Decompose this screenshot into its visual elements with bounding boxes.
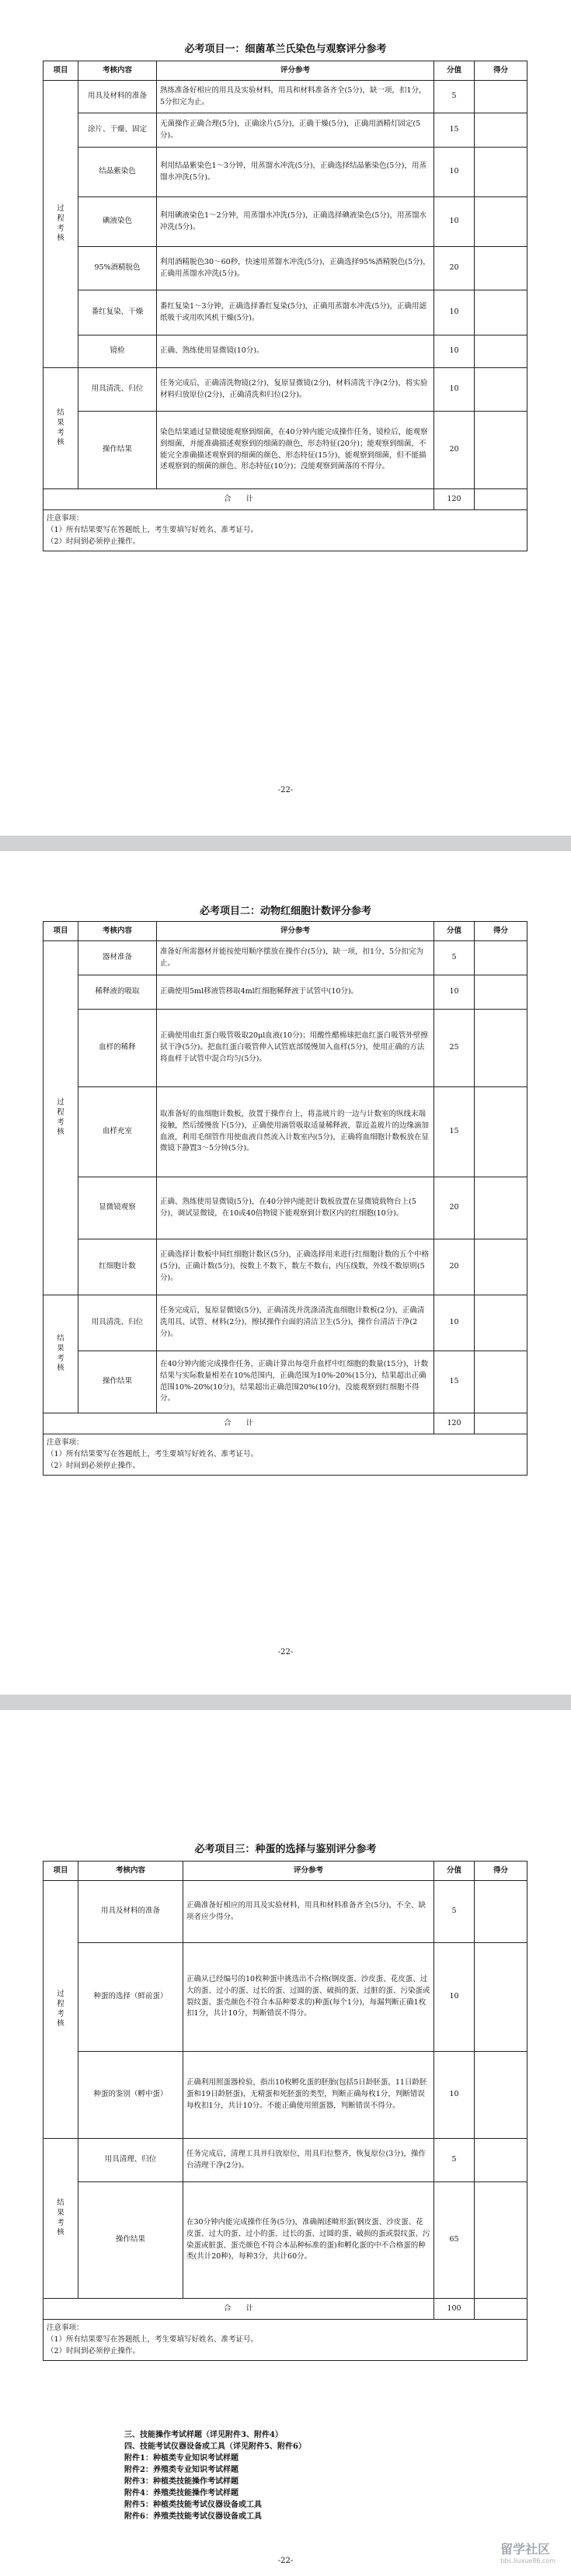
score-input-cell[interactable] (475, 1881, 527, 1943)
header-content: 考核内容 (78, 61, 157, 81)
item-cell: 操作结果 (78, 412, 157, 489)
table-header-row (44, 1862, 527, 1881)
reference-cell: 正确准备好相应的用具及实验材料，用具和材料准备齐全(5分)，不全、缺项者应少得分。 (183, 1881, 434, 1943)
header-points: 分值 (434, 1862, 475, 1881)
item-cell: 操作结果 (78, 1351, 157, 1413)
points-cell: 5 (434, 1881, 475, 1943)
notes-heading: 注意事项： (47, 1438, 84, 1447)
table-row (44, 1943, 527, 2052)
total-row (44, 2299, 527, 2320)
item-cell: 95%酒精脱色 (78, 247, 157, 290)
item-cell: 显微镜观察 (78, 1177, 157, 1239)
category-cell: 过程考核 (44, 81, 78, 368)
header-score: 得分 (475, 922, 527, 941)
header-project: 项目 (44, 922, 78, 941)
note-line: （2）时间到必须停止操作。 (47, 2347, 141, 2356)
item-cell: 用具清洗、归位 (78, 1295, 157, 1351)
table-row (44, 290, 527, 335)
score-input-cell[interactable] (475, 1295, 527, 1351)
points-cell: 20 (434, 412, 475, 489)
total-row (44, 1413, 527, 1434)
header-content: 考核内容 (78, 922, 157, 941)
table-row (44, 941, 527, 975)
table-row (44, 1177, 527, 1239)
table-row (44, 113, 527, 148)
score-input-cell[interactable] (475, 2052, 527, 2139)
table-row (44, 975, 527, 1010)
total-score-cell[interactable] (475, 2299, 527, 2320)
appendix-item: 附件1：种植类专业知识考试样题 (124, 2454, 238, 2463)
total-label: 合 计 (44, 2299, 434, 2320)
appendix-list (124, 2429, 306, 2522)
reference-cell: 熟练准备好相应的用具及实验材料，用具和材料准备齐全(5分)，缺一项，扣1分，5分扣完为止。 (157, 81, 434, 113)
notes-heading: 注意事项： (47, 2324, 84, 2332)
table-row (44, 1295, 527, 1351)
points-cell: 20 (434, 1239, 475, 1295)
points-cell: 5 (434, 941, 475, 975)
notes-cell (44, 1434, 527, 1476)
category-cell: 过程考核 (44, 1881, 78, 2139)
score-input-cell[interactable] (475, 941, 527, 975)
table-row (44, 412, 527, 489)
points-cell: 10 (434, 975, 475, 1010)
points-cell: 10 (434, 1943, 475, 2052)
note-line: （2）时间到必须停止操作。 (47, 537, 141, 547)
item-cell: 操作结果 (78, 2182, 183, 2299)
header-reference: 评分参考 (183, 1862, 434, 1881)
reference-cell: 无菌操作正确合理(5分)，正确涂片(5分)，正确干燥(5分)，正确用酒精灯固定(5分)。 (157, 113, 434, 148)
note-line: （2）时间到必须停止操作。 (47, 1462, 141, 1471)
reference-cell: 任务完成后，清理工具并归放原位，用具归位整齐，恢复原位(3分)，操作台清理干净(2分)。 (183, 2139, 434, 2182)
appendix-item: 四、技能考试仪器设备或工具（详见附件5、附件6） (124, 2442, 306, 2451)
table-row (44, 1351, 527, 1413)
item-cell: 血样的稀释 (78, 1010, 157, 1087)
table-row (44, 2182, 527, 2299)
total-score-cell[interactable] (475, 489, 527, 510)
score-input-cell[interactable] (475, 1177, 527, 1239)
note-line: （1）所有结果要写在答题纸上，考生要填写好姓名、准考证号。 (47, 526, 259, 535)
score-input-cell[interactable] (475, 247, 527, 290)
score-input-cell[interactable] (475, 1087, 527, 1177)
reference-cell: 利用结晶紫染色1～3分钟，用蒸馏水冲洗(5分)，正确选择结晶紫染色(5分)，用蒸馏水冲洗(5分)。 (157, 148, 434, 197)
reference-cell: 在30分钟内能完成操作任务(5分)，准确阐述畸形蛋(钢皮蛋、沙皮蛋、花皮蛋、过大的蛋、过小的蛋、过长的蛋、过圆的蛋、破损的蛋或裂纹蛋、污染蛋或脏蛋、蛋壳颜色不符合本品种标准的蛋)和孵化蛋的中不合格蛋的种类(共计20种)，每种3分，共计60分。 (183, 2182, 434, 2299)
table-row (44, 2139, 527, 2182)
table-header-row (44, 61, 527, 81)
notes-cell (44, 2320, 527, 2361)
item-cell: 器材准备 (78, 941, 157, 975)
notes-row (44, 1434, 527, 1476)
points-cell: 10 (434, 335, 475, 368)
notes-row (44, 510, 527, 551)
table-header-row (44, 922, 527, 941)
page-number: -22- (277, 786, 294, 794)
table-row (44, 368, 527, 412)
appendix-item: 附件2：养殖类专业知识考试样题 (124, 2466, 238, 2474)
points-cell: 65 (434, 2182, 475, 2299)
header-content: 考核内容 (78, 1862, 183, 1881)
points-cell: 25 (434, 1010, 475, 1087)
table-row (44, 247, 527, 290)
score-input-cell[interactable] (475, 148, 527, 197)
score-input-cell[interactable] (475, 113, 527, 148)
header-project: 项目 (44, 1862, 78, 1881)
total-points: 100 (434, 2299, 475, 2320)
table-row (44, 1010, 527, 1087)
reference-cell: 准备好所需器材并能按使用顺序摆放在操作台(5分)，缺一项，扣1分，5分扣完为止。 (157, 941, 434, 975)
page-separator (0, 1695, 571, 1710)
appendix-item: 附件6：养殖类技能考试仪器设备或工具 (124, 2512, 262, 2521)
item-cell: 血样充室 (78, 1087, 157, 1177)
table-row (44, 197, 527, 247)
appendix-item: 三、技能操作考试样题（详见附件3、附件4） (124, 2431, 283, 2439)
category-cell: 过程考核 (44, 941, 78, 1295)
category-cell: 结果考核 (44, 1295, 78, 1413)
points-cell: 15 (434, 1087, 475, 1177)
points-cell: 10 (434, 197, 475, 247)
score-input-cell[interactable] (475, 197, 527, 247)
item-cell: 用具及材料的准备 (78, 1881, 183, 1943)
reference-cell: 利用酒精脱色30～60秒，快速用蒸馏水冲洗(5分)，正确选择95%酒精脱色(5分)，正确用蒸馏水冲洗(5分)。 (157, 247, 434, 290)
page-title: 必考项目三：种蛋的选择与鉴别评分参考 (194, 1844, 377, 1855)
document-page-1 (0, 0, 571, 836)
appendix-item: 附件3：种植类技能操作考试样题 (124, 2477, 238, 2486)
notes-cell (44, 510, 527, 551)
table-row (44, 2052, 527, 2139)
points-cell: 15 (434, 1351, 475, 1413)
reference-cell: 正确从已经编号的10枚种蛋中挑选出不合格(钢皮蛋、沙皮蛋、花皮蛋、过大的蛋、过小的蛋、过长的蛋、过圆的蛋、破损的蛋、过脏的蛋、污染蛋或裂纹蛋、蛋壳颜色不符合本品种要求的)种蛋(每个1分)，每漏判断正确1枚扣1分，共计10分，判断错误不得分。 (183, 1943, 434, 2052)
page-title: 必考项目一：细菌革兰氏染色与观察评分参考 (184, 43, 387, 55)
item-cell: 红细胞计数 (78, 1239, 157, 1295)
item-cell: 用具清理、归位 (78, 2139, 183, 2182)
notes-row (44, 2320, 527, 2361)
document-page-3 (0, 1710, 571, 2576)
score-input-cell[interactable] (475, 368, 527, 412)
reference-cell: 正确选择计数板中间红细胞计数区(5分)，正确选择用来进行红细胞计数的五个中格(5分)，正确计数(5分)，按数上不数下，数左不数右，内压线数，外线不数原则(5分)。 (157, 1239, 434, 1295)
score-input-cell[interactable] (475, 81, 527, 113)
reference-cell: 任务完成后，正确清洗物镜(2分)，复原显微镜(2分)，材料清洗干净(2分)，将实验材料归放原位(2分)，正确清洗和归位(2分)。 (157, 368, 434, 412)
page-separator (0, 836, 571, 851)
total-label: 合 计 (44, 1413, 434, 1434)
reference-cell: 番红复染1～3分钟，正确选择番红复染(5分)，正确用蒸馏水冲洗(5分)，正确用滤纸吸干或用吹风机干燥(5分)。 (157, 290, 434, 335)
watermark-logo: 留学社区 (500, 2542, 551, 2557)
score-input-cell[interactable] (475, 2139, 527, 2182)
table-row (44, 148, 527, 197)
item-cell: 涂片、干燥、固定 (78, 113, 157, 148)
points-cell: 20 (434, 247, 475, 290)
item-cell: 稀释液的吸取 (78, 975, 157, 1010)
page-title: 必考项目二：动物红细胞计数评分参考 (199, 906, 371, 917)
reference-cell: 正确利用照蛋器检验，指出10枚孵化蛋的胚胎(包括5日龄胚蛋，11日龄胚蛋和19日龄胚蛋)，无精蛋和死胚蛋的类型，判断正确每枚1分，判断错误每枚扣1分，共计10分。不能正确使用照蛋器，判断错误不得分。 (183, 2052, 434, 2139)
header-score: 得分 (475, 1862, 527, 1881)
item-cell: 镜检 (78, 335, 157, 368)
header-reference: 评分参考 (157, 922, 434, 941)
reference-cell: 正确使用5ml移液管移取4ml红细胞稀释液于试管中(10分)。 (157, 975, 434, 1010)
item-cell: 种蛋的选择（鲜前蛋） (78, 1943, 183, 2052)
header-points: 分值 (434, 922, 475, 941)
points-cell: 5 (434, 81, 475, 113)
score-input-cell[interactable] (475, 335, 527, 368)
reference-cell: 正确、熟练使用显微镜(5分)，在40分钟内能把计数板放置在显微镜载物台上(5分)，调试显微镜，在10或40倍物镜下能观察到计数区内的红细胞(10分)。 (157, 1177, 434, 1239)
score-table (43, 61, 527, 551)
note-line: （1）所有结果要写在答题纸上，考生要填写好姓名、准考证号。 (47, 2335, 259, 2345)
reference-cell: 正确使用血红蛋白吸管吸取20μl血液(10分)；用酸性醋棉球把血红蛋白吸管外壁擦拭干净(5分)。把血红蛋白吸管伸入试管底部缓慢加入血样(5分)，使用正确的方法将血样于试管中混合均匀(5分)。 (157, 1010, 434, 1087)
score-table (43, 921, 527, 1476)
table-row (44, 81, 527, 113)
points-cell: 20 (434, 1177, 475, 1239)
item-cell: 番红复染、干燥 (78, 290, 157, 335)
reference-cell: 在40分钟内能完成操作任务，正确计算出每毫升血样中红细胞的数量(15分)，计数结果与实际数量相差在10%范围内，正确范围为10%-20%(15分)，结果超出正确范围10%-20%(10分)，结果超出正确范围20%(10分)，没能观察到红细胞不得分。 (157, 1351, 434, 1413)
points-cell: 15 (434, 113, 475, 148)
item-cell: 用具及材料的准备 (78, 81, 157, 113)
points-cell: 10 (434, 148, 475, 197)
score-input-cell[interactable] (475, 1351, 527, 1413)
score-input-cell[interactable] (475, 412, 527, 489)
total-points: 120 (434, 489, 475, 510)
watermark-url: bbs.liuxue86.com (500, 2557, 555, 2564)
page-number: -22- (277, 1648, 294, 1656)
item-cell: 种蛋的鉴别（孵中蛋） (78, 2052, 183, 2139)
reference-cell: 取准备好的血细胞计数板，放置于操作台上，将盖玻片的一边与计数室的纵线末端接触，然后缓慢放下(5分)，正确使用滴管吸取适量稀释液，靠近盖玻片的边缘滴加血液，利用毛细管作用使血液自然流入计数室内(5分)，正确将血细胞计数板放在显微镜下静置3～5分钟(5分)。 (157, 1087, 434, 1177)
category-cell: 结果考核 (44, 2139, 78, 2299)
item-cell: 碘液染色 (78, 197, 157, 247)
table-row (44, 1239, 527, 1295)
score-input-cell[interactable] (475, 2182, 527, 2299)
reference-cell: 正确、熟练使用显微镜(10分)。 (157, 335, 434, 368)
points-cell: 10 (434, 2052, 475, 2139)
total-label: 合 计 (44, 489, 434, 510)
header-score: 得分 (475, 61, 527, 81)
score-input-cell[interactable] (475, 1010, 527, 1087)
document-page-2 (0, 851, 571, 1695)
score-input-cell[interactable] (475, 1239, 527, 1295)
header-reference: 评分参考 (157, 61, 434, 81)
appendix-item: 附件4：养殖类技能操作考试样题 (124, 2489, 238, 2498)
table-row (44, 1881, 527, 1943)
score-table (43, 1861, 527, 2361)
points-cell: 10 (434, 368, 475, 412)
item-cell: 结晶紫染色 (78, 148, 157, 197)
notes-heading: 注意事项： (47, 514, 84, 523)
item-cell: 用具清洗、归位 (78, 368, 157, 412)
points-cell: 10 (434, 1295, 475, 1351)
page-number: -22- (277, 2557, 294, 2565)
category-cell: 结果考核 (44, 368, 78, 489)
note-line: （1）所有结果要写在答题纸上，考生要填写好姓名、准考证号。 (47, 1450, 259, 1459)
table-row (44, 335, 527, 368)
reference-cell: 利用碘液染色1～2分钟，用蒸馏水冲洗(5分)，正确选择碘液染色(5分)，用蒸馏水冲洗(5分)。 (157, 197, 434, 247)
appendix-item: 附件5：种植类技能考试仪器设备或工具 (124, 2501, 262, 2509)
header-project: 项目 (44, 61, 78, 81)
total-score-cell[interactable] (475, 1413, 527, 1434)
score-input-cell[interactable] (475, 1943, 527, 2052)
total-row (44, 489, 527, 510)
score-input-cell[interactable] (475, 290, 527, 335)
reference-cell: 染色结果通过显微镜能观察到细菌，在40分钟内能完成操作任务，镜检后，能观察到细菌，并能准确描述观察到的细菌的颜色，形态特征(20分)；能观察到细菌，不能完全准确描述观察到的细菌的颜色、形态特征(15分)，能观察到细菌，但不能描述观察到的细菌的颜色、形态特征(10分)；没能观察到菌落的不得分。 (157, 412, 434, 489)
reference-cell: 任务完成后，复原显微镜(5分)，正确清洗并洗涤清洗血细胞计数板(2分)，正确清洗用具、试管、材料(2分)，擦拭操作台面的清洁卫生(5分)，操作台清洁干净(2分)。 (157, 1295, 434, 1351)
score-input-cell[interactable] (475, 975, 527, 1010)
points-cell: 10 (434, 290, 475, 335)
total-points: 120 (434, 1413, 475, 1434)
points-cell: 5 (434, 2139, 475, 2182)
header-points: 分值 (434, 61, 475, 81)
table-row (44, 1087, 527, 1177)
